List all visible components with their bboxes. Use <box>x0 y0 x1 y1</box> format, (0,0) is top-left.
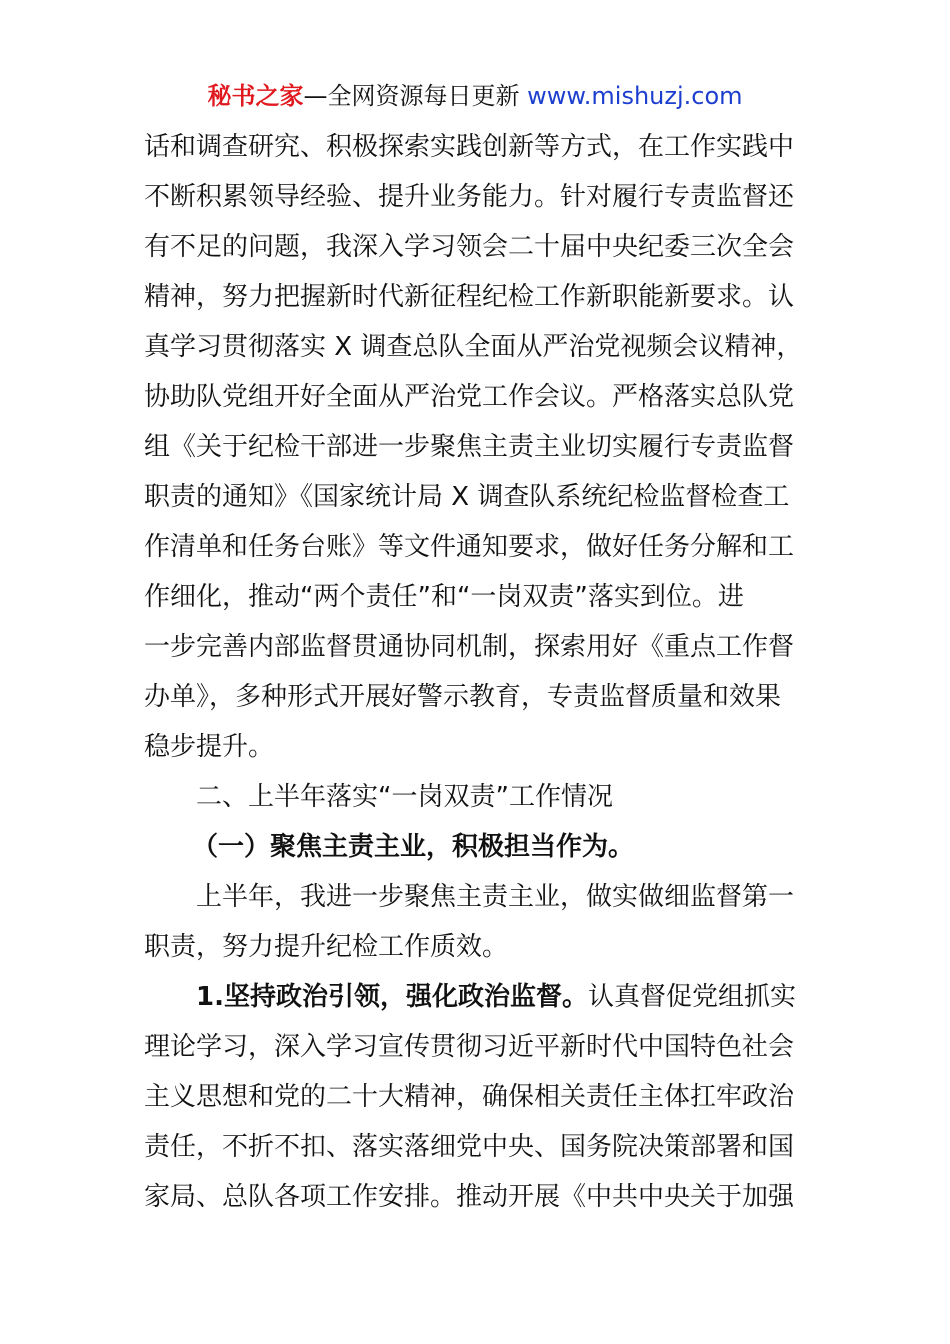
document-body <box>144 122 808 1222</box>
item-text: 认真督促党组抓实 <box>587 982 796 1012</box>
site-brand: 秘书之家 <box>207 82 304 110</box>
body-line: 不断积累领导经验、提升业务能力。针对履行专责监督还 <box>144 182 795 212</box>
body-line: 真学习贯彻落实 X 调查总队全面从严治党视频会议精神， <box>144 332 803 362</box>
section-heading: 二、上半年落实“一岗双责”工作情况 <box>196 782 613 812</box>
body-line: 协助队党组开好全面从严治党工作会议。严格落实总队党 <box>144 382 795 412</box>
body-line: 作细化，推动“两个责任”和“一岗双责”落实到位。进 <box>144 582 744 612</box>
body-line: 理论学习，深入学习宣传贯彻习近平新时代中国特色社会 <box>144 1032 795 1062</box>
body-line: 精神，努力把握新时代新征程纪检工作新职能新要求。认 <box>144 282 795 312</box>
body-line: 主义思想和党的二十大精神，确保相关责任主体扛牢政治 <box>144 1082 795 1112</box>
document-header <box>0 78 950 114</box>
site-tagline: —全网资源每日更新 <box>303 82 528 110</box>
body-line: 家局、总队各项工作安排。推动开展《中共中央关于加强 <box>144 1182 795 1212</box>
body-line: 责任，不折不扣、落实落细党中央、国务院决策部署和国 <box>144 1132 795 1162</box>
body-line: 职责的通知》《国家统计局 X 调查队系统纪检监督检查工 <box>144 482 790 512</box>
body-line: 话和调查研究、积极探索实践创新等方式，在工作实践中 <box>144 132 795 162</box>
subsection-heading: （一）聚焦主责主业，积极担当作为。 <box>192 832 635 862</box>
body-line: 作清单和任务台账》等文件通知要求，做好任务分解和工 <box>144 532 795 562</box>
body-line: 一步完善内部监督贯通协同机制，探索用好《重点工作督 <box>144 632 795 662</box>
item-heading: 1.坚持政治引领，强化政治监督。 <box>196 982 588 1012</box>
body-line: 上半年，我进一步聚焦主责主业，做实做细监督第一 <box>196 882 795 912</box>
body-line: 组《关于纪检干部进一步聚焦主责主业切实履行专责监督 <box>144 432 795 462</box>
body-line: 办单》，多种形式开展好警示教育，专责监督质量和效果 <box>144 682 782 712</box>
body-line-with-lead <box>144 972 808 1022</box>
site-url: www.mishuzj.com <box>527 82 743 110</box>
body-line: 有不足的问题，我深入学习领会二十届中央纪委三次全会 <box>144 232 795 262</box>
body-line: 职责，努力提升纪检工作质效。 <box>144 932 509 962</box>
body-line: 稳步提升。 <box>144 732 275 762</box>
